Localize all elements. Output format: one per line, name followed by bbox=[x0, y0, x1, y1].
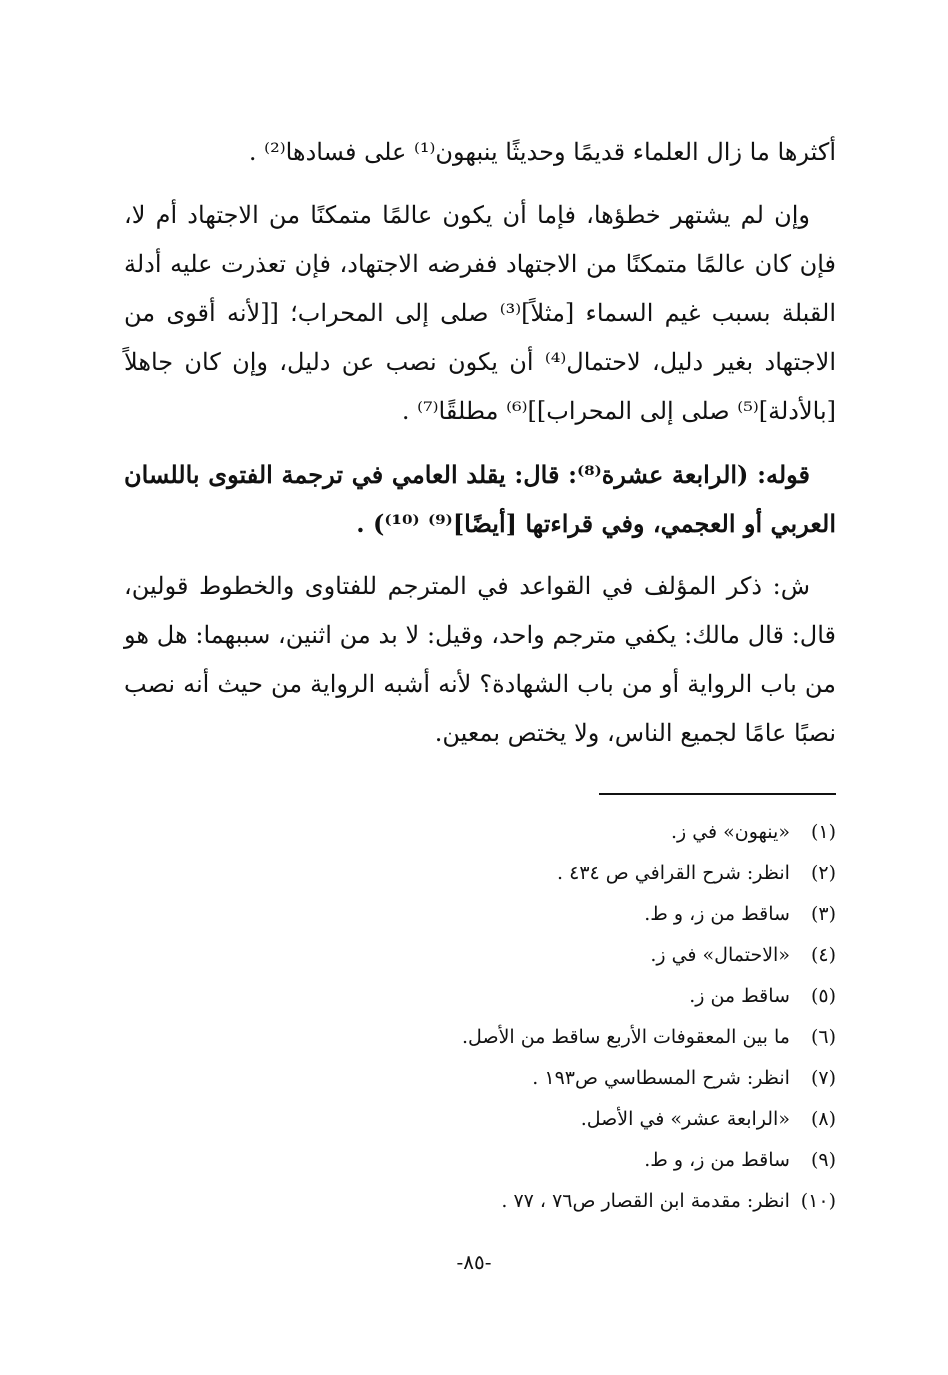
main-text bbox=[124, 128, 836, 772]
footnote-text: «ينهون» في ز. bbox=[670, 821, 790, 843]
footnote-number: (٢) bbox=[810, 862, 836, 884]
footnote-item bbox=[124, 812, 836, 853]
footnote-number: (٤) bbox=[810, 944, 836, 966]
footnote-number: (٩) bbox=[810, 1149, 836, 1171]
footnote-text: ساقط من ز. bbox=[689, 985, 790, 1007]
footnote-text: ساقط من ز، و ط. bbox=[644, 903, 790, 925]
footnote-item bbox=[124, 935, 836, 976]
footnote-number: (١٠) bbox=[800, 1190, 836, 1212]
footnote-text: «الرابعة عشر» في الأصل. bbox=[580, 1108, 790, 1130]
footnote-number: (١) bbox=[810, 821, 836, 843]
page-number: -٨٥- bbox=[456, 1250, 492, 1274]
footnote-text: انظر: مقدمة ابن القصار ص٧٦ ، ٧٧ . bbox=[501, 1190, 790, 1212]
footnote-item bbox=[124, 894, 836, 935]
footnote-separator bbox=[599, 793, 836, 795]
footnote-number: (٦) bbox=[810, 1026, 836, 1048]
footnote-item bbox=[124, 1099, 836, 1140]
footnote-text: ما بين المعقوفات الأربع ساقط من الأصل. bbox=[462, 1026, 790, 1048]
footnote-text: «الاحتمال» في ز. bbox=[650, 944, 790, 966]
footnote-item bbox=[124, 1017, 836, 1058]
paragraph-2: وإن لم يشتهر خطؤها، فإما أن يكون عالمًا متمكنًا من الاجتهاد أم لا، فإن كان عالمًا متمكنًا من الاجتهاد ففرضه الاجتهاد، فإن تعذرت عليه أدلة القبلة بسبب غيم السماء [مثلاً]⁽³⁾ صلى إلى المحراب؛ [[لأنه أقوى من الاجتهاد بغير دليل، لاحتمال⁽⁴⁾ أن يكون نصب عن دليل، وإن كان جاهلاً [بالأدلة]⁽⁵⁾ صلى إلى المحراب]]⁽⁶⁾ مطلقًا⁽⁷⁾ . bbox=[124, 201, 837, 425]
paragraph-1: أكثرها ما زال العلماء قديمًا وحديثًا ينبهون⁽¹⁾ على فسادها⁽²⁾ . bbox=[248, 138, 836, 166]
footnote-item bbox=[124, 1181, 836, 1222]
paragraph-4-commentary: ش: ذكر المؤلف في القواعد في المترجم للفتاوى والخطوط قولين، قال: قال مالك: يكفي مترجم واحد، وقيل: لا بد من اثنين، سببهما: هل هو من باب الرواية أو من باب الشهادة؟ لأنه أشبه الرواية من حيث أنه نصب نصبًا عامًا لجميع الناس، ولا يختص بمعين. bbox=[124, 572, 836, 747]
footnotes bbox=[124, 812, 836, 1222]
footnote-item bbox=[124, 1140, 836, 1181]
footnote-text: انظر: شرح المسطاسي ص١٩٣ . bbox=[532, 1067, 790, 1089]
footnote-item bbox=[124, 976, 836, 1017]
footnote-text: انظر: شرح القرافي ص ٤٣٤ . bbox=[557, 862, 790, 884]
footnote-item bbox=[124, 1058, 836, 1099]
footnote-item bbox=[124, 853, 836, 894]
footnote-number: (٨) bbox=[810, 1108, 836, 1130]
footnote-text: ساقط من ز، و ط. bbox=[644, 1149, 790, 1171]
footnote-number: (٧) bbox=[810, 1067, 836, 1089]
paragraph-3-quote: قوله: (الرابعة عشرة⁽⁸⁾: قال: يقلد العامي في ترجمة الفتوى باللسان العربي أو العجمي، وفي قراءتها [أيضًا]⁽⁹⁾ ⁽¹⁰⁾) . bbox=[124, 460, 836, 538]
footnote-number: (٣) bbox=[810, 903, 836, 925]
footnote-number: (٥) bbox=[810, 985, 836, 1007]
